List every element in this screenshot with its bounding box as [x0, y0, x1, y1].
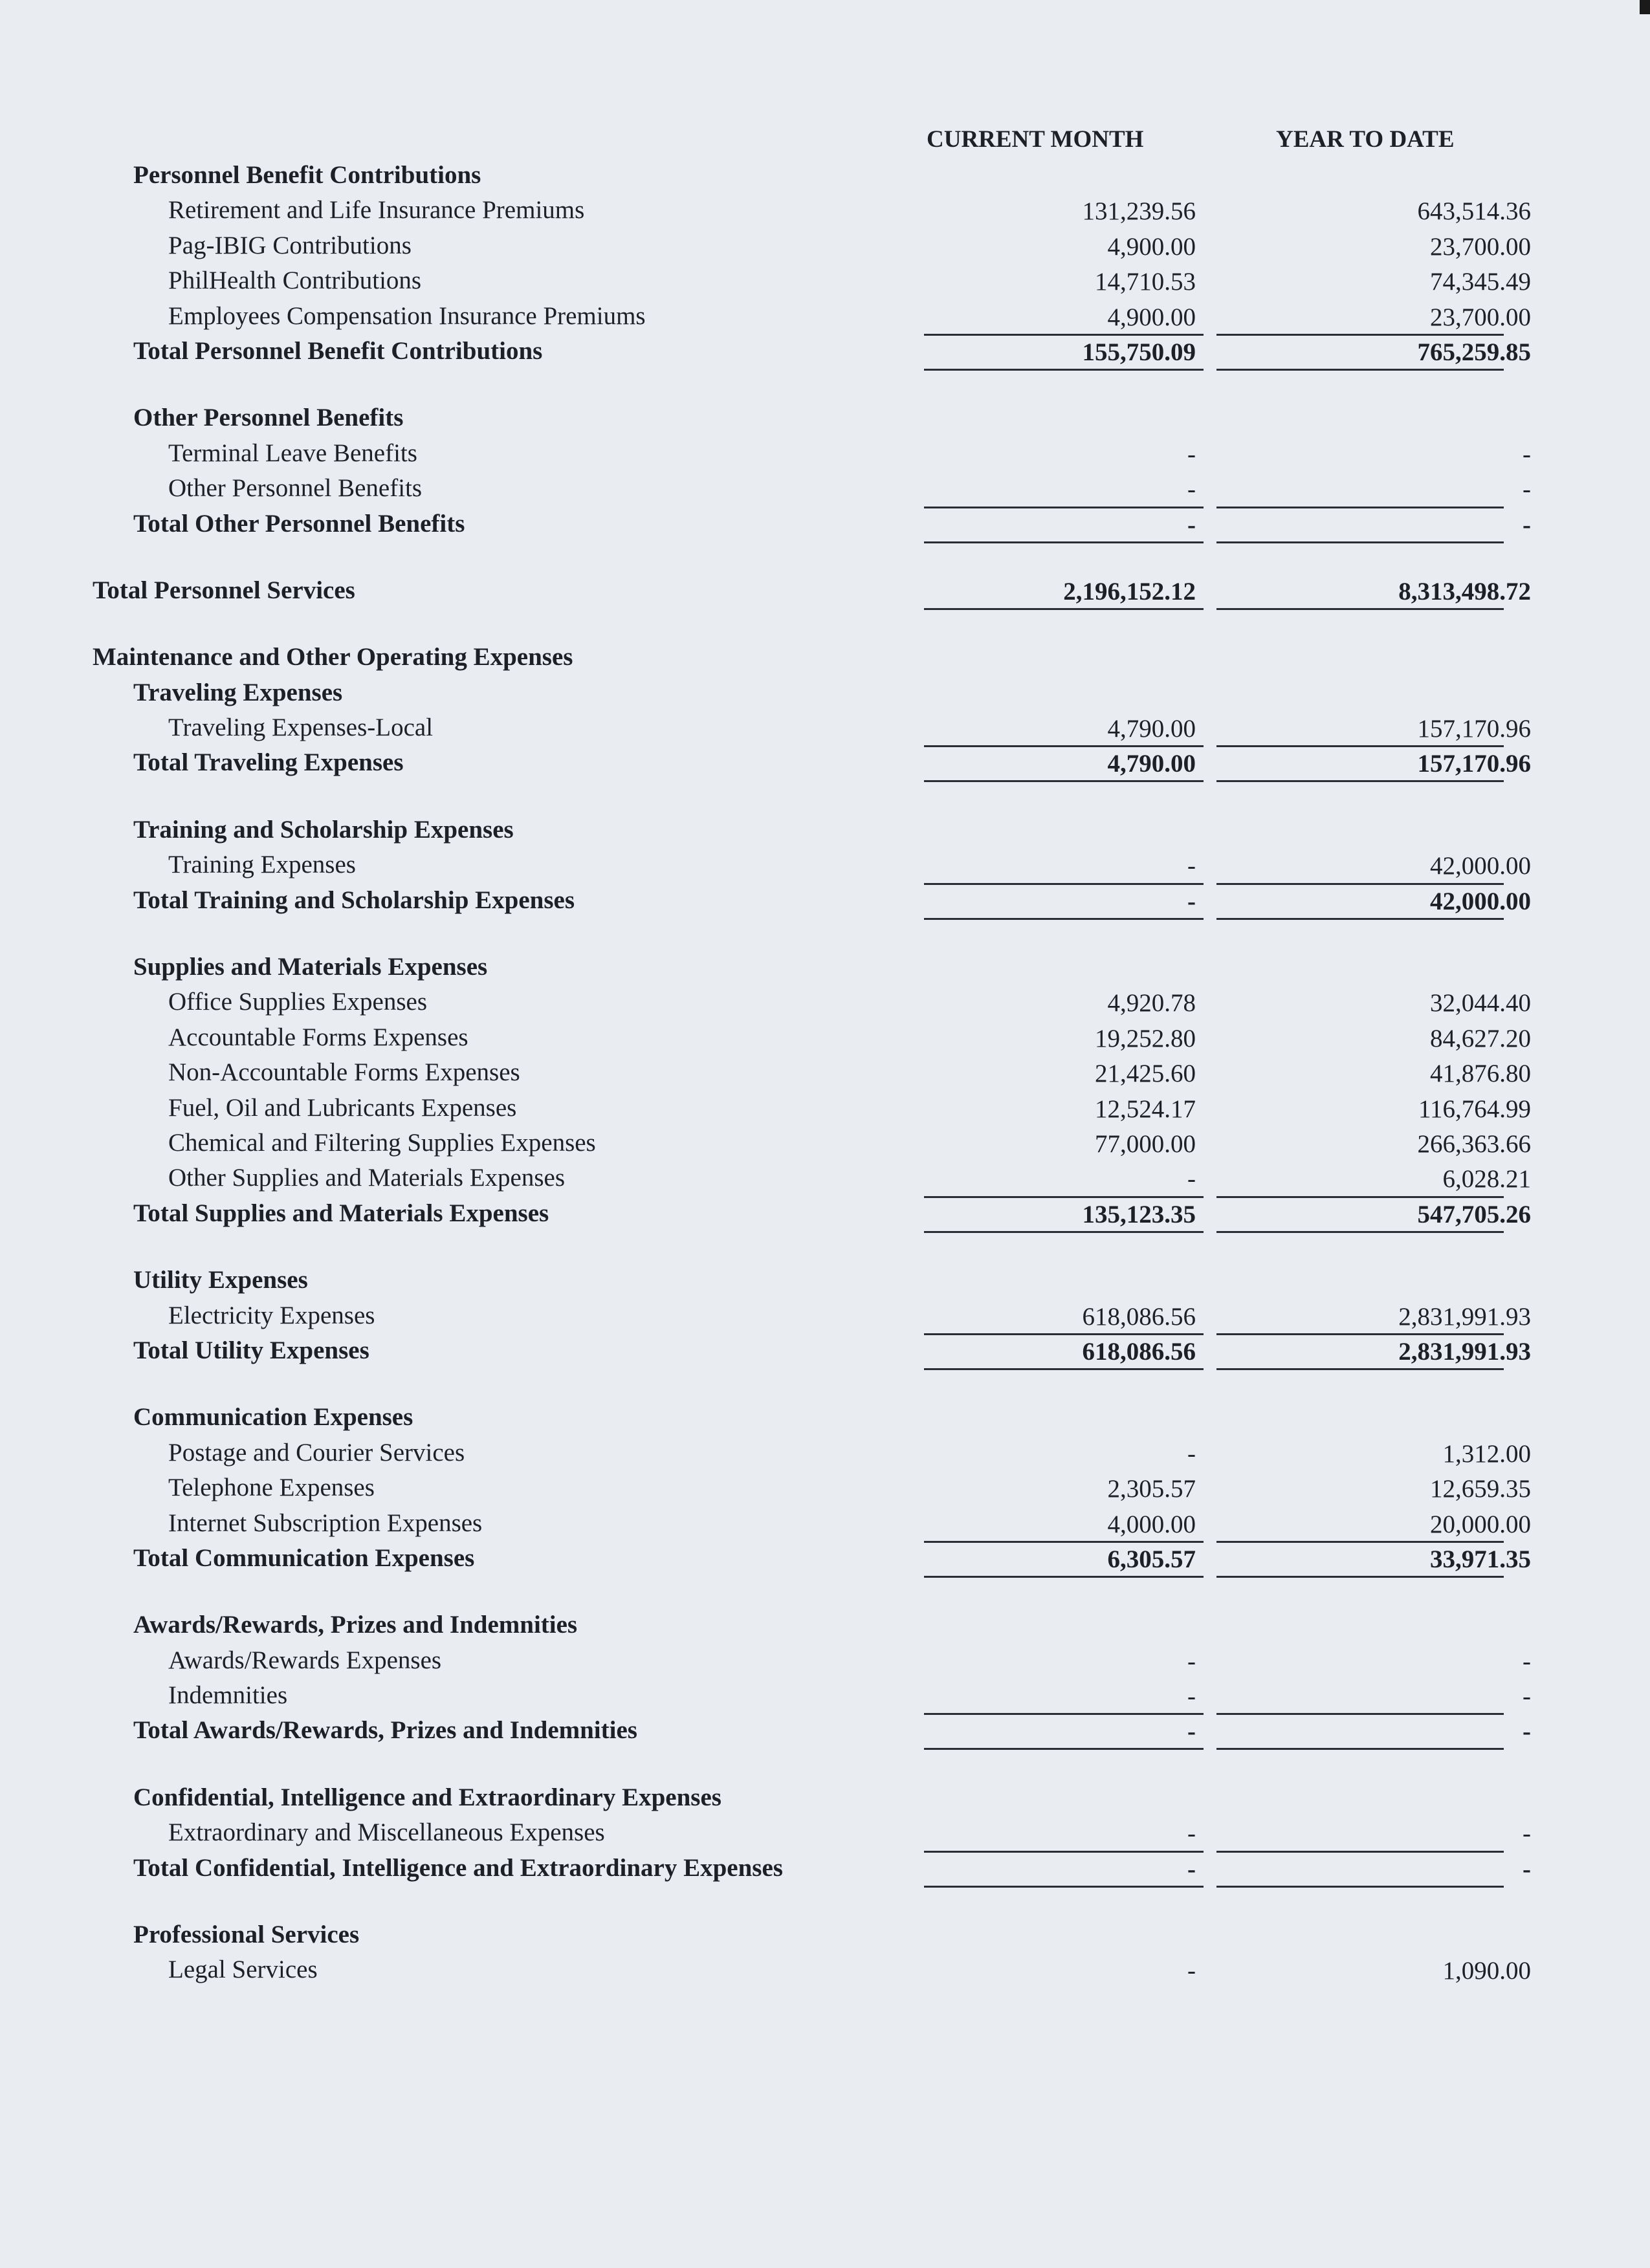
- year-to-date-value: 41,876.80: [1430, 1060, 1531, 1088]
- total-rule: [924, 1576, 1204, 1578]
- line-item-row: [0, 1952, 1650, 1987]
- line-item-row: [0, 1678, 1650, 1713]
- total-rule: [1216, 918, 1504, 920]
- year-to-date-value: 157,170.96: [1417, 750, 1531, 778]
- total-rule: [924, 780, 1204, 782]
- subtotal-rule: [924, 334, 1204, 336]
- year-to-date-value: -: [1523, 1647, 1531, 1675]
- total-rule: [1216, 608, 1504, 610]
- row-label: Training and Scholarship Expenses: [133, 815, 514, 844]
- row-label: Office Supplies Expenses: [168, 988, 428, 1016]
- current-month-value: -: [1187, 1439, 1196, 1468]
- total-rule: [1216, 1231, 1504, 1233]
- line-item-row: [0, 1470, 1650, 1505]
- row-label: Traveling Expenses: [133, 678, 343, 706]
- year-to-date-value: 2,831,991.93: [1398, 1337, 1531, 1366]
- total-row: [0, 1851, 1650, 1886]
- current-month-value: 131,239.56: [1082, 197, 1196, 226]
- year-to-date-value: 42,000.00: [1430, 887, 1531, 915]
- row-label: Internet Subscription Expenses: [168, 1509, 483, 1537]
- total-rule: [924, 608, 1204, 610]
- current-month-value: -: [1187, 1683, 1196, 1711]
- total-row: [0, 573, 1650, 608]
- current-month-value: 4,000.00: [1107, 1510, 1196, 1538]
- year-to-date-value: 23,700.00: [1430, 232, 1531, 261]
- total-row: [0, 1333, 1650, 1368]
- year-to-date-value: 23,700.00: [1430, 303, 1531, 331]
- total-rule: [924, 1231, 1204, 1233]
- total-row: [0, 745, 1650, 780]
- total-rule: [1216, 1368, 1504, 1370]
- current-month-value: 618,086.56: [1082, 1337, 1196, 1366]
- subtotal-rule: [924, 1713, 1204, 1715]
- current-month-value: -: [1187, 1165, 1196, 1194]
- line-item-row: [0, 1161, 1650, 1195]
- year-to-date-value: -: [1523, 475, 1531, 504]
- row-label: Accountable Forms Expenses: [168, 1023, 468, 1051]
- year-to-date-value: 12,659.35: [1430, 1475, 1531, 1503]
- line-item-row: [0, 1435, 1650, 1470]
- line-item-row: [0, 1506, 1650, 1541]
- year-to-date-value: 2,831,991.93: [1398, 1302, 1531, 1331]
- total-rule: [924, 541, 1204, 543]
- year-to-date-value: -: [1523, 1683, 1531, 1711]
- row-label: Awards/Rewards, Prizes and Indemnities: [133, 1611, 578, 1639]
- current-month-value: 155,750.09: [1082, 338, 1196, 366]
- row-label: Legal Services: [168, 1956, 318, 1984]
- total-rule: [924, 369, 1204, 371]
- row-label: Awards/Rewards Expenses: [168, 1646, 442, 1674]
- row-label: Total Traveling Expenses: [133, 748, 404, 777]
- year-to-date-value: 74,345.49: [1430, 268, 1531, 296]
- year-to-date-value: 266,363.66: [1417, 1130, 1531, 1158]
- current-month-value: 2,196,152.12: [1063, 577, 1196, 605]
- row-label: Other Supplies and Materials Expenses: [168, 1164, 566, 1192]
- line-item-row: [0, 193, 1650, 228]
- row-label: Telephone Expenses: [168, 1474, 375, 1502]
- row-label: Total Other Personnel Benefits: [133, 509, 465, 538]
- current-month-value: -: [1187, 852, 1196, 880]
- subtotal-rule: [1216, 507, 1504, 508]
- total-rule: [1216, 369, 1504, 371]
- row-label: Total Communication Expenses: [133, 1543, 475, 1572]
- line-item-row: [0, 1298, 1650, 1333]
- total-rule: [1216, 541, 1504, 543]
- row-label: Confidential, Intelligence and Extraordinary Expenses: [133, 1783, 721, 1811]
- section-heading-row: [0, 1780, 1650, 1815]
- line-item-row: [0, 985, 1650, 1020]
- total-rule: [1216, 780, 1504, 782]
- year-to-date-value: -: [1523, 1717, 1531, 1746]
- year-to-date-value: -: [1523, 1820, 1531, 1848]
- line-item-row: [0, 1091, 1650, 1126]
- line-item-row: [0, 1020, 1650, 1055]
- row-label: Training Expenses: [168, 851, 356, 879]
- current-month-value: 21,425.60: [1095, 1060, 1196, 1088]
- current-month-value: -: [1187, 475, 1196, 504]
- row-label: Postage and Courier Services: [168, 1438, 465, 1467]
- subtotal-rule: [1216, 1196, 1504, 1198]
- current-month-value: -: [1187, 1717, 1196, 1746]
- row-label: Other Personnel Benefits: [133, 404, 404, 432]
- current-month-value: 19,252.80: [1095, 1024, 1196, 1052]
- subtotal-rule: [1216, 334, 1504, 336]
- row-label: Non-Accountable Forms Expenses: [168, 1058, 520, 1087]
- year-to-date-value: 20,000.00: [1430, 1510, 1531, 1538]
- row-label: Total Supplies and Materials Expenses: [133, 1199, 549, 1227]
- year-to-date-value: 1,312.00: [1442, 1439, 1531, 1468]
- row-label: Total Confidential, Intelligence and Extraordinary Expenses: [133, 1853, 783, 1882]
- subtotal-rule: [1216, 745, 1504, 747]
- line-item-row: [0, 847, 1650, 882]
- current-month-value: 618,086.56: [1082, 1302, 1196, 1331]
- current-month-value: -: [1187, 440, 1196, 468]
- row-label: Maintenance and Other Operating Expenses: [93, 643, 573, 671]
- subtotal-rule: [1216, 1333, 1504, 1335]
- row-label: Electricity Expenses: [168, 1301, 375, 1329]
- subtotal-rule: [1216, 1851, 1504, 1853]
- line-item-row: [0, 471, 1650, 506]
- total-rule: [924, 1748, 1204, 1750]
- section-heading-row: [0, 950, 1650, 985]
- row-label: Supplies and Materials Expenses: [133, 953, 488, 981]
- scan-edge: [1640, 0, 1650, 14]
- subtotal-rule: [924, 1333, 1204, 1335]
- total-row: [0, 507, 1650, 541]
- subtotal-rule: [1216, 1541, 1504, 1543]
- total-rule: [1216, 1576, 1504, 1578]
- subtotal-rule: [924, 1196, 1204, 1198]
- row-label: Traveling Expenses-Local: [168, 714, 434, 742]
- line-item-row: [0, 228, 1650, 263]
- year-to-date-value: 1,090.00: [1442, 1957, 1531, 1985]
- row-label: Extraordinary and Miscellaneous Expenses: [168, 1818, 605, 1847]
- subtotal-rule: [924, 1851, 1204, 1853]
- year-to-date-value: 116,764.99: [1418, 1095, 1531, 1123]
- line-item-row: [0, 1055, 1650, 1090]
- row-label: Communication Expenses: [133, 1403, 413, 1432]
- line-item-row: [0, 436, 1650, 471]
- current-month-value: 2,305.57: [1107, 1475, 1196, 1503]
- total-rule: [924, 1368, 1204, 1370]
- row-label: Total Training and Scholarship Expenses: [133, 886, 575, 914]
- row-label: Indemnities: [168, 1681, 288, 1710]
- line-item-row: [0, 263, 1650, 298]
- row-label: Employees Compensation Insurance Premiums: [168, 301, 646, 330]
- line-item-row: [0, 1126, 1650, 1161]
- row-label: PhilHealth Contributions: [168, 267, 422, 295]
- section-heading-row: [0, 812, 1650, 847]
- total-rule: [924, 1886, 1204, 1888]
- current-month-value: 12,524.17: [1095, 1095, 1196, 1123]
- row-label: Other Personnel Benefits: [168, 474, 423, 503]
- row-label: Terminal Leave Benefits: [168, 439, 417, 467]
- total-row: [0, 334, 1650, 369]
- section-heading-row: [0, 400, 1650, 435]
- section-heading-row: [0, 1608, 1650, 1642]
- section-heading-row: [0, 158, 1650, 193]
- current-month-value: 4,920.78: [1107, 989, 1196, 1018]
- section-heading-row: [0, 640, 1650, 675]
- subtotal-rule: [924, 883, 1204, 885]
- total-rule: [1216, 1748, 1504, 1750]
- year-to-date-value: 765,259.85: [1417, 338, 1531, 366]
- current-month-value: -: [1187, 1855, 1196, 1883]
- year-to-date-value: 157,170.96: [1417, 715, 1531, 743]
- year-to-date-value: 8,313,498.72: [1398, 577, 1531, 605]
- row-label: Total Personnel Services: [93, 576, 355, 604]
- current-month-value: -: [1187, 887, 1196, 915]
- total-row: [0, 883, 1650, 918]
- current-month-value: 4,790.00: [1107, 715, 1196, 743]
- year-to-date-value: 33,971.35: [1430, 1545, 1531, 1573]
- line-item-row: [0, 1643, 1650, 1678]
- current-month-value: -: [1187, 1647, 1196, 1675]
- row-label: Total Utility Expenses: [133, 1336, 369, 1364]
- row-label: Professional Services: [133, 1921, 360, 1948]
- column-header-year-to-date: YEAR TO DATE: [1276, 126, 1455, 153]
- row-label: Personnel Benefit Contributions: [133, 161, 481, 189]
- year-to-date-value: 32,044.40: [1430, 989, 1531, 1018]
- section-heading-row: [0, 1917, 1650, 1952]
- row-label: Total Awards/Rewards, Prizes and Indemnities: [133, 1716, 637, 1745]
- section-heading-row: [0, 675, 1650, 710]
- subtotal-rule: [924, 507, 1204, 508]
- current-month-value: -: [1187, 1957, 1196, 1985]
- year-to-date-value: -: [1523, 1855, 1531, 1883]
- current-month-value: 135,123.35: [1082, 1200, 1196, 1228]
- line-item-row: [0, 710, 1650, 745]
- subtotal-rule: [1216, 883, 1504, 885]
- year-to-date-value: -: [1523, 440, 1531, 468]
- current-month-value: 4,900.00: [1107, 303, 1196, 331]
- line-item-row: [0, 299, 1650, 334]
- year-to-date-value: -: [1523, 510, 1531, 539]
- total-row: [0, 1713, 1650, 1748]
- year-to-date-value: 547,705.26: [1417, 1200, 1531, 1228]
- section-heading-row: [0, 1400, 1650, 1435]
- year-to-date-value: 643,514.36: [1417, 197, 1531, 226]
- year-to-date-value: 6,028.21: [1442, 1165, 1531, 1194]
- line-item-row: [0, 1815, 1650, 1850]
- subtotal-rule: [924, 745, 1204, 747]
- row-label: Retirement and Life Insurance Premiums: [168, 196, 585, 224]
- row-label: Chemical and Filtering Supplies Expenses: [168, 1129, 596, 1157]
- current-month-value: 6,305.57: [1107, 1545, 1196, 1573]
- total-rule: [1216, 1886, 1504, 1888]
- row-label: Utility Expenses: [133, 1266, 308, 1294]
- year-to-date-value: 84,627.20: [1430, 1024, 1531, 1052]
- subtotal-rule: [924, 1541, 1204, 1543]
- current-month-value: -: [1187, 1820, 1196, 1848]
- current-month-value: 4,790.00: [1107, 750, 1196, 778]
- current-month-value: -: [1187, 510, 1196, 539]
- current-month-value: 77,000.00: [1095, 1130, 1196, 1158]
- column-header-current-month: CURRENT MONTH: [927, 126, 1144, 153]
- current-month-value: 4,900.00: [1107, 232, 1196, 261]
- row-label: Total Personnel Benefit Contributions: [133, 337, 543, 365]
- section-heading-row: [0, 1263, 1650, 1298]
- total-row: [0, 1196, 1650, 1231]
- row-label: Fuel, Oil and Lubricants Expenses: [168, 1093, 517, 1122]
- current-month-value: 14,710.53: [1095, 268, 1196, 296]
- year-to-date-value: 42,000.00: [1430, 852, 1531, 880]
- subtotal-rule: [1216, 1713, 1504, 1715]
- total-rule: [924, 918, 1204, 920]
- total-row: [0, 1541, 1650, 1576]
- row-label: Pag-IBIG Contributions: [168, 231, 412, 259]
